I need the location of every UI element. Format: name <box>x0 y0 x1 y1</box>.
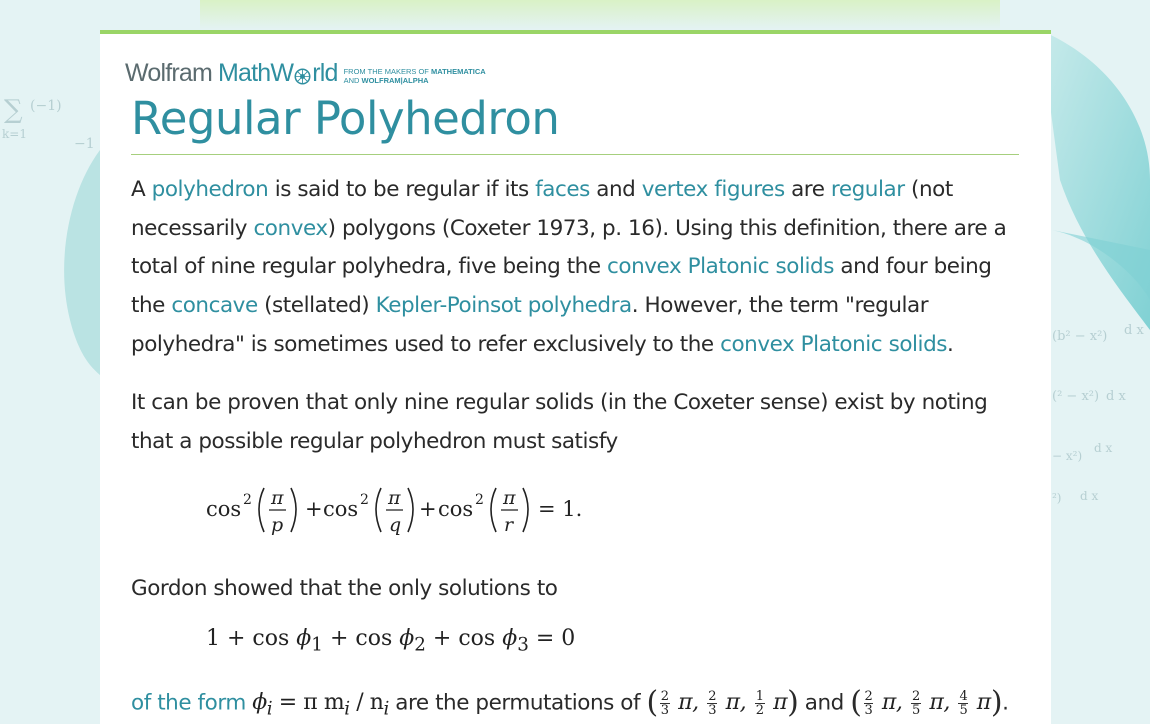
eq1-cos-1: cos <box>206 497 242 521</box>
eq1-cos-2: cos <box>323 497 359 521</box>
text-run: and <box>798 690 851 716</box>
bg-formula-j: ²) <box>1052 491 1062 505</box>
text-run: . However, the term "regular polyhedra" is sometimes used to refer exclusively to the <box>131 293 929 357</box>
logo-math-pre: MathW <box>218 59 294 87</box>
phi-i-expression <box>252 690 389 720</box>
text-run: are <box>784 177 831 202</box>
text-run: ) polygons (Coxeter 1973, p. 16). Using this definition, there are a total of nine regular polyhedra, five being the <box>131 215 1007 280</box>
eq1-rparen-1 <box>291 488 296 532</box>
eq1-plus-1: + <box>305 497 323 521</box>
link-vertex-figures[interactable]: vertex figures <box>641 177 785 202</box>
eq1-rparen-3 <box>523 488 528 532</box>
fraction-numerator: 2 <box>864 688 873 704</box>
fraction-denominator: 3 <box>864 702 873 718</box>
bg-formula-h: − x²) <box>1052 449 1083 463</box>
pi-symbol: π, <box>875 690 909 716</box>
text-run: is said to be regular if its <box>268 177 536 202</box>
perm2-rparen: ) <box>990 685 1003 720</box>
perm1-fraction-1 <box>660 690 670 717</box>
bg-formula-sum: ∑ <box>4 95 23 125</box>
eq1-lparen-3 <box>491 488 496 532</box>
eq2-phi-2: ϕ <box>399 626 415 651</box>
eq1-q: q <box>389 514 402 536</box>
paragraph-solutions <box>131 684 1031 724</box>
logo-math-post: rld <box>312 59 338 87</box>
eq1-equals-one: = 1. <box>538 497 583 521</box>
text-run: and four being the <box>131 254 992 319</box>
fraction-numerator: 2 <box>911 688 920 704</box>
perm1-fraction-3 <box>755 690 765 717</box>
perm2-fraction-2 <box>911 690 921 717</box>
tagline-wolframalpha: WOLFRAM|ALPHA <box>361 76 429 85</box>
link-convex-platonic-solids-2[interactable]: convex Platonic solids <box>720 331 948 357</box>
eq2-phi-3: ϕ <box>502 626 518 651</box>
eq1-rparen-2 <box>408 488 413 532</box>
bg-formula-b: k=1 <box>2 127 27 141</box>
perm2-lparen: ( <box>850 685 862 720</box>
eq1-pi-2: π <box>388 487 401 509</box>
fraction-numerator: 4 <box>959 688 968 704</box>
perm2-fraction-3 <box>958 690 968 717</box>
bg-formula-d: (b² − x²) <box>1052 329 1108 344</box>
fraction-denominator: 5 <box>911 702 920 718</box>
eq1-lparen-1 <box>259 488 264 532</box>
perm2-term-2 <box>909 688 957 718</box>
permutation-1 <box>658 688 788 718</box>
fraction-numerator: 1 <box>755 688 764 704</box>
perm1-fraction-2 <box>707 690 717 717</box>
eq1-exp-1: 2 <box>243 492 252 508</box>
link-kepler-poinsot-polyhedra[interactable]: Kepler-Poinsot polyhedra <box>375 293 632 319</box>
n-sub-i: i <box>383 698 389 720</box>
fraction-numerator: 2 <box>708 688 717 704</box>
logo-wolfram-text: Wolfram <box>125 59 213 87</box>
eq2-part: + cos <box>425 626 503 651</box>
left-surface-shape <box>64 150 100 375</box>
eq1-exp-3: 2 <box>475 492 484 508</box>
fraction-denominator: 3 <box>708 702 717 718</box>
perm2-term-3 <box>956 688 991 718</box>
link-faces[interactable]: faces <box>535 177 590 202</box>
bg-formula-e: d x <box>1124 323 1144 338</box>
paragraph-gordon: Gordon showed that the only solutions to <box>131 576 558 601</box>
phi-eq-mid: = π m <box>272 690 345 716</box>
perm2-fraction-1 <box>864 690 874 717</box>
eq2-phi-1: ϕ <box>296 626 312 651</box>
equation-cos-squared <box>206 474 626 540</box>
pi-symbol: π <box>766 690 788 716</box>
tagline-part: FROM THE MAKERS OF <box>343 67 431 76</box>
eq2-part: = 0 <box>528 626 576 651</box>
perm1-term-3 <box>753 688 788 718</box>
content-card <box>100 30 1051 724</box>
bg-formula-f: (² − x²) <box>1052 389 1100 404</box>
pi-symbol: π, <box>671 690 706 716</box>
eq1-plus-2: + <box>419 497 437 521</box>
text-run: A <box>131 177 152 202</box>
fraction-numerator: 2 <box>660 688 669 704</box>
perm1-lparen: ( <box>646 685 658 720</box>
eq2-sub-1: 1 <box>311 634 323 656</box>
text-run: (not necessarily <box>131 177 953 241</box>
top-glow <box>200 0 1000 30</box>
logo-tagline <box>344 67 486 85</box>
equation-cos-squared-graphic <box>206 474 626 540</box>
m-sub-i: i <box>344 698 350 720</box>
eq2-sub-2: 2 <box>414 634 426 656</box>
bg-formula-a: (−1) <box>30 98 62 114</box>
pi-symbol: π <box>970 690 991 716</box>
paragraph-proof-intro: It can be proven that only nine regular solids (in the Coxeter sense) exist by noting that a possible regular polyhedron must satisfy <box>131 390 988 454</box>
eq1-p: p <box>271 514 284 536</box>
link-convex-platonic-solids[interactable]: convex Platonic solids <box>607 254 834 280</box>
slash-n: / n <box>349 690 384 716</box>
perm2-term-1 <box>862 688 909 718</box>
bg-formula-c: −1 <box>74 136 95 152</box>
eq1-r: r <box>504 514 514 536</box>
paragraph-definition <box>131 171 1031 365</box>
logo-mathworld-text <box>218 59 338 88</box>
link-concave[interactable]: concave <box>171 293 258 319</box>
eq1-exp-2: 2 <box>360 492 369 508</box>
phi-symbol: ϕ <box>252 690 267 716</box>
perm1-rparen: ) <box>787 685 799 720</box>
perm1-term-2 <box>705 688 753 718</box>
text-run: . <box>947 331 954 357</box>
fraction-denominator: 5 <box>959 702 968 718</box>
phi-sub-i: i <box>266 698 273 720</box>
globe-icon <box>294 68 311 85</box>
eq1-pi-3: π <box>503 487 516 509</box>
permutation-2 <box>862 688 991 718</box>
link-convex[interactable]: convex <box>253 215 328 241</box>
fraction-denominator: 3 <box>660 702 669 718</box>
text-run: (stellated) <box>257 293 376 319</box>
wolfram-mathworld-logo[interactable] <box>125 58 486 88</box>
link-regular[interactable]: regular <box>830 177 905 202</box>
eq2-part: 1 + cos <box>206 626 297 651</box>
text-run: are the permutations of <box>388 690 647 716</box>
pi-symbol: π, <box>922 690 957 716</box>
page-title: Regular Polyhedron <box>131 92 560 145</box>
text-run: . <box>1002 690 1009 716</box>
right-surface-shape <box>1040 30 1150 330</box>
text-run: and <box>589 177 642 202</box>
pi-symbol: π, <box>719 690 753 716</box>
bg-formula-g: d x <box>1106 389 1126 404</box>
bg-formula-k: d x <box>1080 489 1099 503</box>
link-polyhedron[interactable]: polyhedron <box>151 177 269 202</box>
tagline-part: AND <box>343 76 362 85</box>
link-of-the-form[interactable]: of the form <box>131 690 246 716</box>
eq2-part: + cos <box>322 626 400 651</box>
eq1-pi-1: π <box>271 487 284 509</box>
perm1-term-1 <box>658 688 706 718</box>
bg-formula-i: d x <box>1094 441 1113 455</box>
equation-cos-phi-sum <box>206 626 575 655</box>
fraction-denominator: 2 <box>755 702 764 718</box>
eq2-sub-3: 3 <box>517 634 529 656</box>
eq1-cos-3: cos <box>438 497 474 521</box>
title-divider <box>131 154 1019 155</box>
eq1-lparen-2 <box>376 488 381 532</box>
tagline-mathematica: MATHEMATICA <box>430 67 486 76</box>
